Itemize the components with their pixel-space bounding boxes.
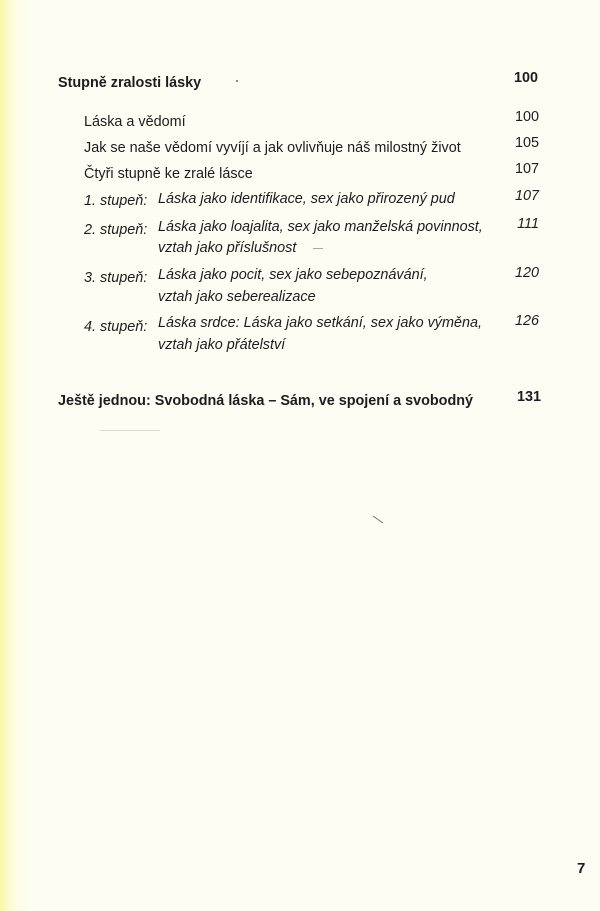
scan-speck — [236, 80, 238, 82]
section-title: Stupně zralosti lásky — [58, 75, 202, 91]
stage-title-line1: Láska jako loajalita, sex jako manželská povinnost, — [158, 219, 483, 235]
stage-label: 2. stupeň: — [84, 222, 148, 238]
stage-page-number: 111 — [517, 216, 539, 232]
stage-title-line2: vztah jako seberealizace — [158, 289, 316, 305]
stage-title-line1: Láska jako pocit, sex jako sebepoznávání, — [158, 267, 428, 283]
section-title: Ještě jednou: Svobodná láska – Sám, ve spojení a svobodný — [58, 393, 474, 409]
stage-title-line2: vztah jako přátelství — [158, 337, 286, 353]
page-number: 7 — [577, 860, 586, 877]
toc-entry: Láska a vědomí — [84, 114, 186, 130]
stage-page-number: 126 — [514, 313, 539, 329]
stage-title-line1: Láska jako identifikace, sex jako přirozený pud — [158, 191, 455, 207]
toc-entry-page: 100 — [514, 109, 539, 125]
toc-entry-page: 107 — [514, 161, 539, 177]
stage-label: 1. stupeň: — [84, 193, 148, 209]
toc-entry: Čtyři stupně ke zralé lásce — [84, 166, 253, 182]
stage-label: 3. stupeň: — [84, 270, 148, 286]
scan-dash — [313, 248, 323, 249]
stage-title-line1: Láska srdce: Láska jako setkání, sex jako výměna, — [158, 315, 482, 331]
toc-entry: Jak se naše vědomí vyvíjí a jak ovlivňuje náš milostný život — [84, 140, 461, 156]
stage-label: 4. stupeň: — [84, 319, 148, 335]
toc-entry-page: 105 — [514, 135, 539, 151]
stage-page-number: 107 — [514, 188, 539, 204]
section-page-number: 100 — [513, 70, 538, 86]
stage-page-number: 120 — [514, 265, 539, 281]
stage-title-line2: vztah jako příslušnost — [158, 240, 297, 256]
scan-smudge — [100, 430, 160, 431]
scan-tick — [373, 516, 383, 524]
section-page-number: 131 — [516, 389, 541, 405]
